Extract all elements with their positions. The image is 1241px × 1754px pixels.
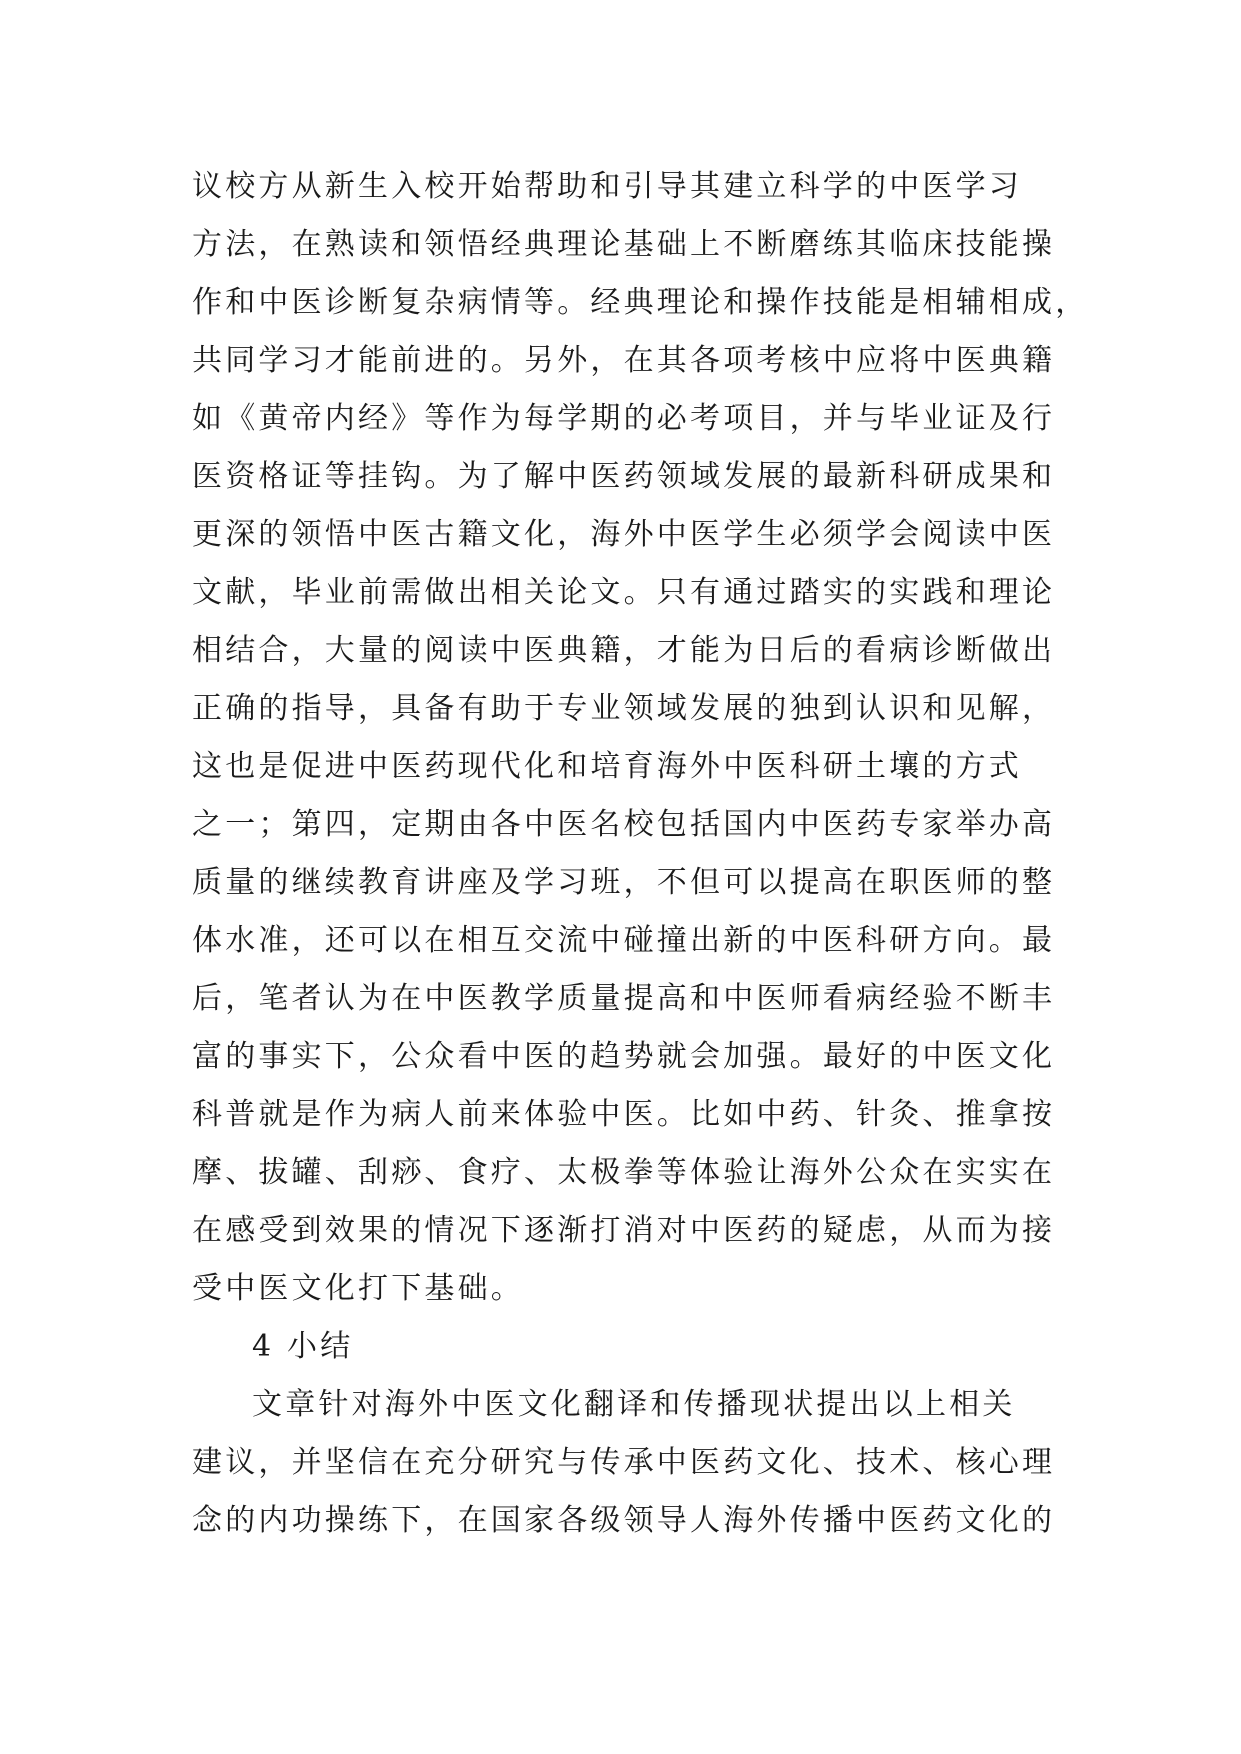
- text-line: 在感受到效果的情况下逐渐打消对中医药的疑虑，从而为接: [192, 1213, 1056, 1248]
- text-line: 相结合，大量的阅读中医典籍，才能为日后的看病诊断做出: [192, 633, 1056, 668]
- text-line: 正确的指导，具备有助于专业领域发展的独到认识和见解，: [192, 691, 1056, 726]
- text-line: 受中医文化打下基础。: [192, 1271, 524, 1306]
- body-text: [192, 158, 1089, 1550]
- section-heading: 4 小结: [252, 1329, 354, 1364]
- text-line: 共同学习才能前进的。另外，在其各项考核中应将中医典籍: [192, 343, 1056, 378]
- text-line: 摩、拔罐、刮痧、食疗、太极拳等体验让海外公众在实实在: [192, 1155, 1056, 1190]
- paragraph-2: [192, 1376, 1062, 1550]
- text-line: 这也是促进中医药现代化和培育海外中医科研土壤的方式: [192, 749, 1022, 784]
- text-line: 更深的领悟中医古籍文化，海外中医学生必须学会阅读中医: [192, 517, 1056, 552]
- text-line: 体水准，还可以在相互交流中碰撞出新的中医科研方向。最: [192, 923, 1056, 958]
- text-line: 之一；第四，定期由各中医名校包括国内中医药专家举办高: [192, 807, 1056, 842]
- text-line: 方法，在熟读和领悟经典理论基础上不断磨练其临床技能操: [192, 227, 1056, 262]
- text-line: 文章针对海外中医文化翻译和传播现状提出以上相关: [252, 1387, 1016, 1422]
- text-line: 文献，毕业前需做出相关论文。只有通过踏实的实践和理论: [192, 575, 1056, 610]
- text-line: 质量的继续教育讲座及学习班，不但可以提高在职医师的整: [192, 865, 1056, 900]
- text-line: 念的内功操练下，在国家各级领导人海外传播中医药文化的: [192, 1503, 1056, 1538]
- text-line: 作和中医诊断复杂病情等。经典理论和操作技能是相辅相成，: [192, 285, 1089, 320]
- paragraph-1: [192, 158, 1089, 1318]
- text-line: 后，笔者认为在中医教学质量提高和中医师看病经验不断丰: [192, 981, 1056, 1016]
- text-line: 如《黄帝内经》等作为每学期的必考项目，并与毕业证及行: [192, 401, 1056, 436]
- text-line: 科普就是作为病人前来体验中医。比如中药、针灸、推拿按: [192, 1097, 1056, 1132]
- text-line: 医资格证等挂钩。为了解中医药领域发展的最新科研成果和: [192, 459, 1056, 494]
- text-line: 议校方从新生入校开始帮助和引导其建立科学的中医学习: [192, 169, 1022, 204]
- text-line: 建议，并坚信在充分研究与传承中医药文化、技术、核心理: [192, 1445, 1056, 1480]
- text-line: 富的事实下，公众看中医的趋势就会加强。最好的中医文化: [192, 1039, 1056, 1074]
